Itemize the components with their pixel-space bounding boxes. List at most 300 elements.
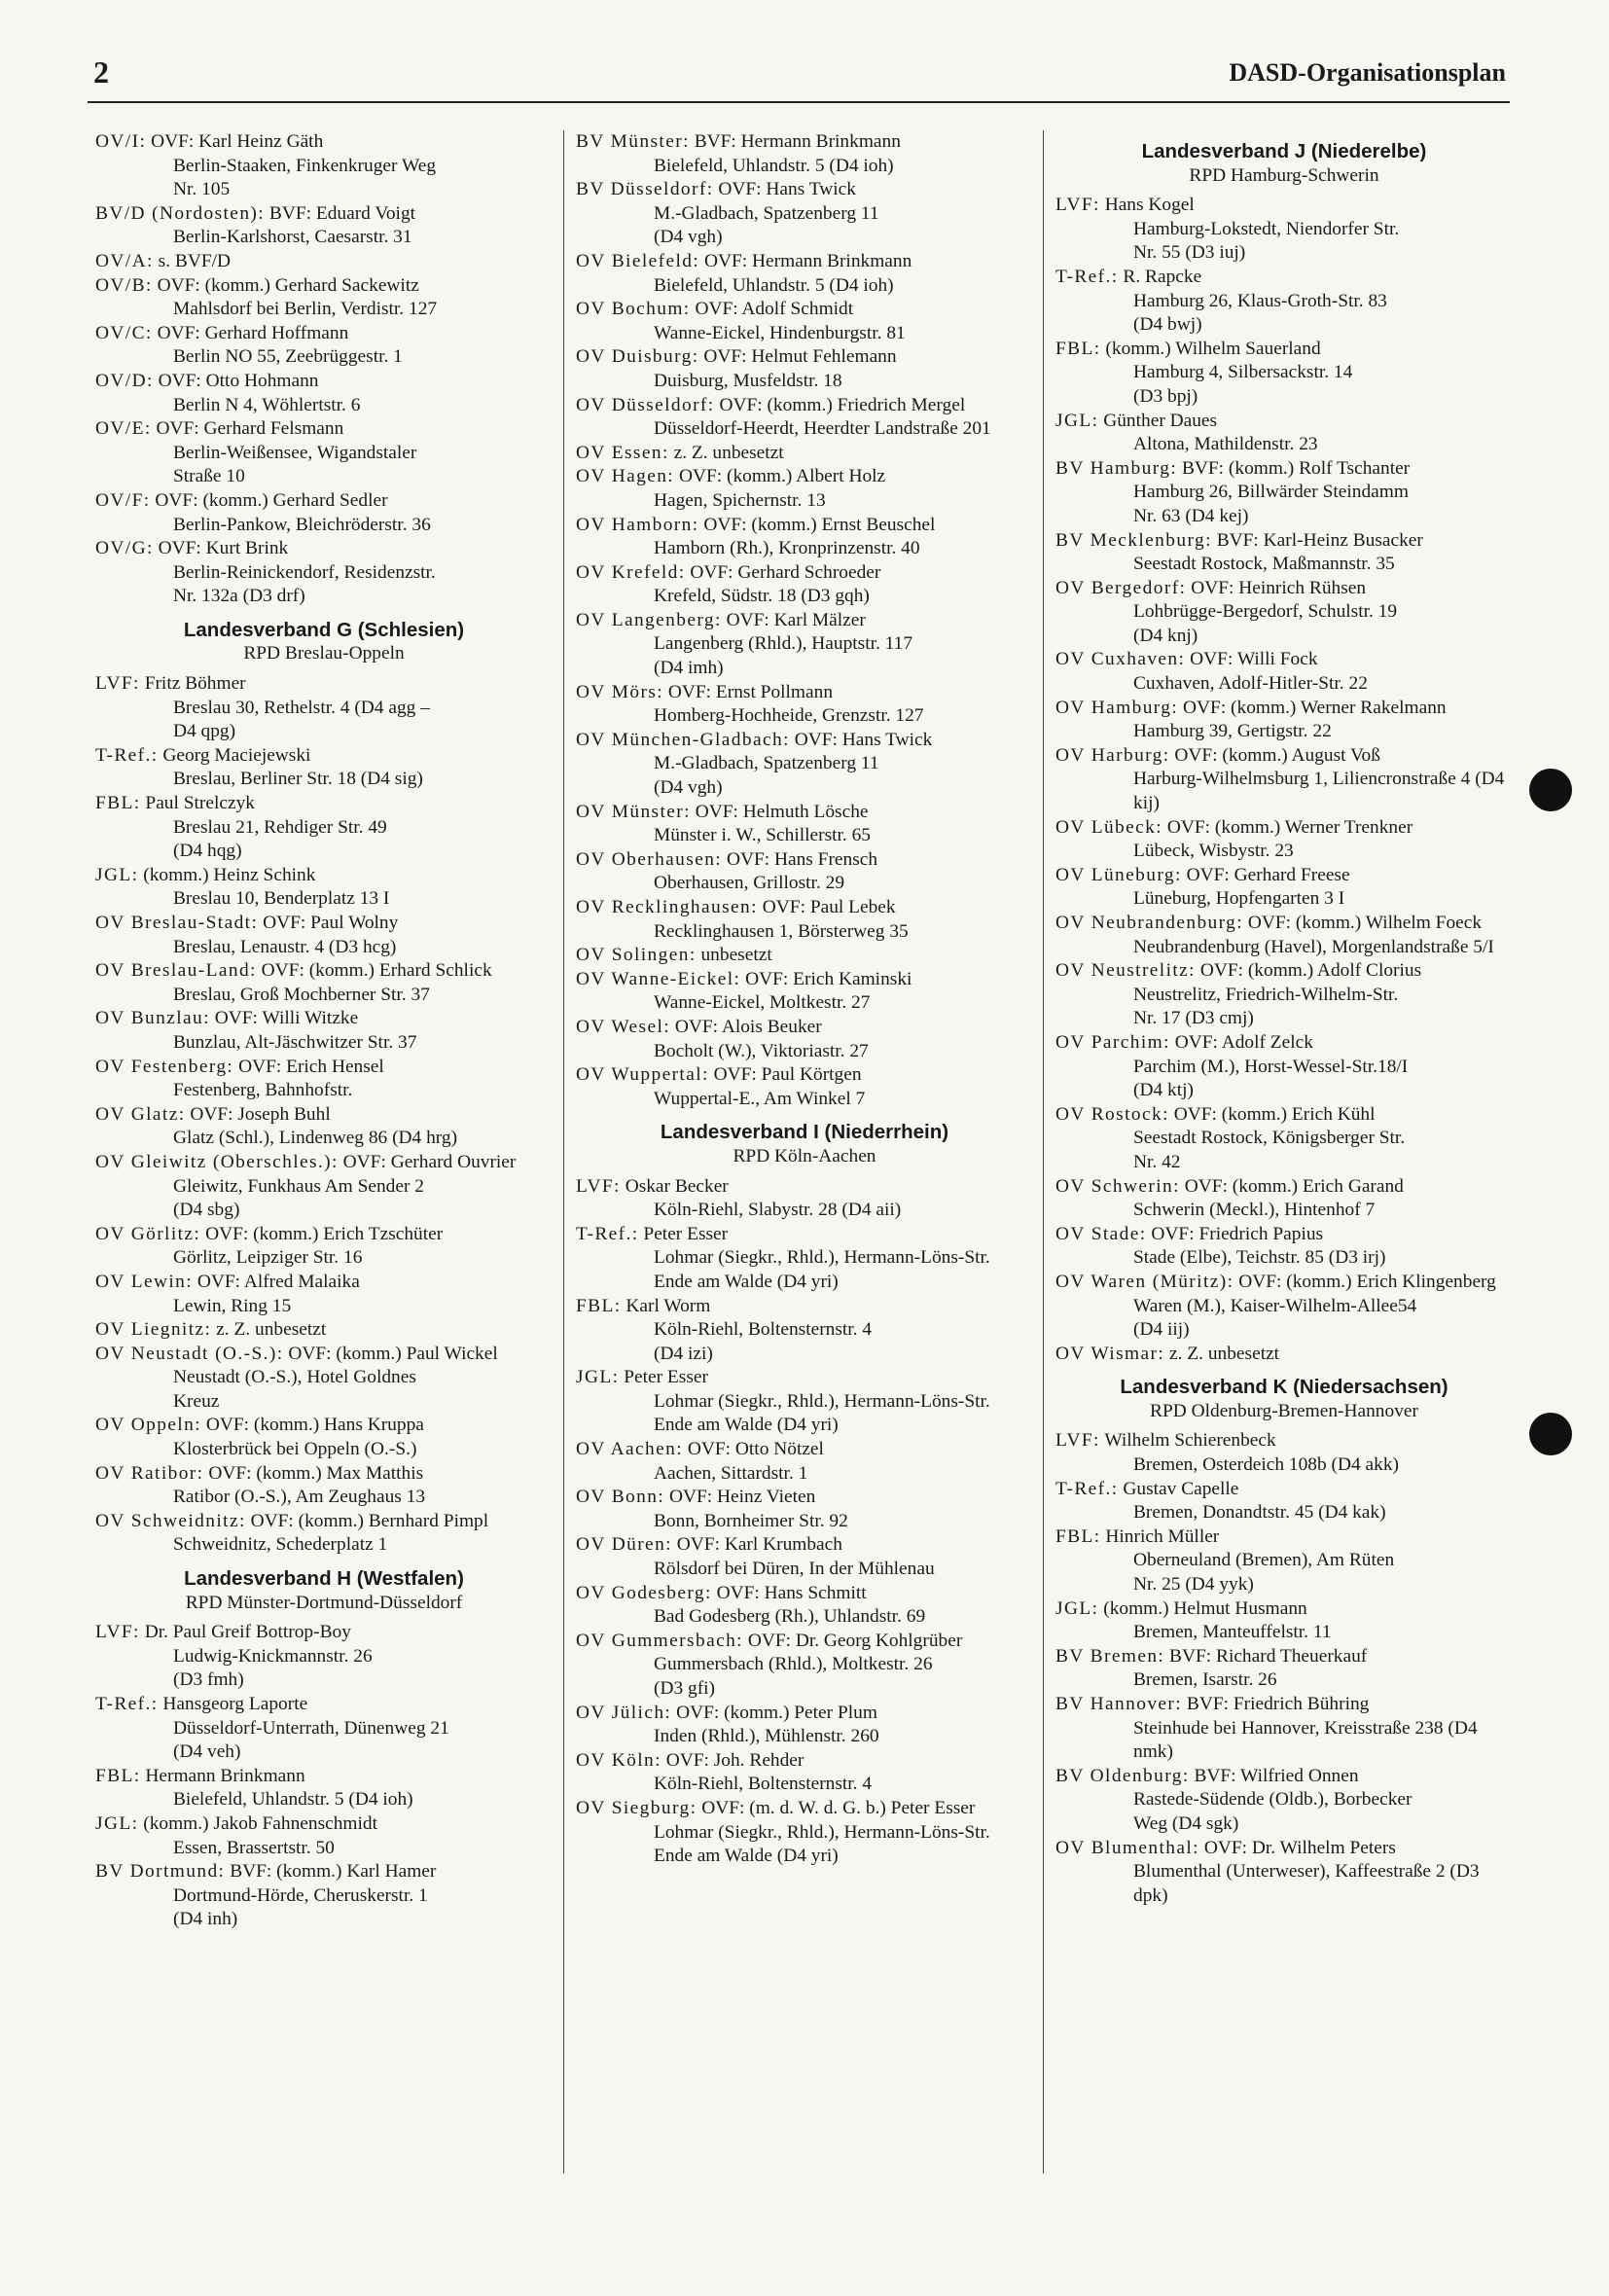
directory-entry: [95, 250, 553, 274]
entry-label: FBL:: [95, 793, 141, 814]
entry-address-line: (D4 vgh): [654, 227, 723, 248]
entry-address-line: Köln-Riehl, Boltensternstr. 4: [654, 1774, 873, 1795]
entry-address-line: Straße 10: [173, 466, 245, 487]
entry-address-line: Glatz (Schl.), Lindenweg 86 (D4 hrg): [173, 1128, 458, 1149]
entry-text: OVF: Paul Lebek: [757, 897, 896, 917]
entry-address-line: Breslau, Lenaustr. 4 (D3 hcg): [173, 936, 397, 957]
directory-entry: [95, 1343, 553, 1415]
entry-text: OVF: (komm.) Gerhard Sackewitz: [152, 274, 419, 296]
entry-address-line: Stade (Elbe), Teichstr. 85 (D3 irj): [1133, 1247, 1386, 1269]
entry-address-line: Oberhausen, Grillostr. 29: [654, 873, 845, 894]
rpd-subheading: RPD Oldenburg-Bremen-Hannover: [1150, 1400, 1418, 1421]
directory-entry: [576, 729, 1033, 801]
directory-entry: [95, 1812, 553, 1860]
page-number: 2: [93, 54, 109, 90]
directory-entry: [95, 1151, 553, 1223]
entry-text: Peter Esser: [638, 1223, 729, 1244]
entry-label: OV Gummersbach:: [576, 1630, 743, 1651]
entry-text: OVF: (komm.) Albert Holz: [674, 466, 886, 487]
directory-entry: [95, 912, 553, 959]
entry-address-line: Düsseldorf-Unterrath, Dünenweg 21: [173, 1717, 449, 1739]
directory-entry: [1055, 648, 1513, 696]
directory-entry: [1055, 816, 1513, 864]
entry-text: Oskar Becker: [620, 1175, 729, 1197]
entry-text: OVF: Karl Krumbach: [671, 1534, 842, 1556]
directory-entry: [576, 609, 1033, 681]
entry-label: OV Festenberg:: [95, 1056, 234, 1077]
entry-text: OVF: (komm.) Friedrich Mergel: [714, 394, 966, 415]
entry-text: OVF: (komm.) Peter Plum: [671, 1702, 877, 1723]
entry-label: T-Ref.:: [95, 1694, 159, 1714]
entry-address-line: Lohbrügge-Bergedorf, Schulstr. 19: [1133, 601, 1398, 623]
entry-address-line: Berlin-Weißensee, Wigandstaler: [173, 442, 417, 463]
entry-address-line: Nr. 132a (D3 drf): [173, 586, 305, 607]
entry-address-line: (D3 gfi): [654, 1678, 716, 1699]
entry-label: OV Schweidnitz:: [95, 1510, 246, 1531]
directory-entry: [95, 959, 553, 1007]
entry-address-line: M.-Gladbach, Spatzenberg 11: [654, 202, 879, 224]
entry-label: OV/A:: [95, 250, 154, 271]
entry-address-line: Nr. 25 (D4 yyk): [1133, 1574, 1254, 1596]
directory-entry: [576, 298, 1033, 345]
entry-address-line: (D4 vgh): [654, 777, 723, 799]
directory-entry: [576, 1438, 1033, 1486]
directory-entry: [576, 345, 1033, 393]
entry-address-line: Wanne-Eickel, Hindenburgstr. 81: [654, 322, 906, 343]
column-2: [576, 130, 1033, 1869]
directory-entry: [576, 514, 1033, 561]
directory-entry: [1055, 529, 1513, 577]
entry-address-line: Köln-Riehl, Boltensternstr. 4: [654, 1319, 873, 1341]
entry-address-line: Nr. 63 (D4 kej): [1133, 505, 1249, 526]
directory-entry: [576, 130, 1033, 178]
entry-label: BV Dortmund:: [95, 1861, 226, 1883]
entry-text: OVF: Paul Körtgen: [708, 1064, 862, 1086]
directory-entry: [95, 1271, 553, 1318]
entry-address-line: Hamburg 39, Gertigstr. 22: [1133, 721, 1332, 742]
entry-label: OV Ratibor:: [95, 1462, 204, 1484]
entry-address-line: Aachen, Sittardstr. 1: [654, 1462, 808, 1484]
directory-entry: [576, 848, 1033, 896]
entry-text: Günther Daues: [1098, 410, 1218, 431]
entry-text: (komm.) Heinz Schink: [138, 864, 316, 885]
entry-label: FBL:: [95, 1765, 141, 1786]
entry-text: Hermann Brinkmann: [140, 1765, 305, 1786]
directory-entry: [576, 1797, 1033, 1869]
entry-text: OVF: Alfred Malaika: [193, 1271, 360, 1292]
entry-label: OV Solingen:: [576, 945, 697, 966]
directory-entry: [95, 1318, 553, 1343]
directory-entry: [95, 1621, 553, 1693]
entry-label: OV/I:: [95, 131, 147, 152]
entry-label: OV Düsseldorf:: [576, 394, 715, 415]
entry-label: OV Bonn:: [576, 1487, 665, 1508]
entry-text: (komm.) Jakob Fahnenschmidt: [138, 1812, 377, 1834]
section-heading: Landesverband H (Westfalen): [184, 1567, 464, 1591]
entry-address-line: Seestadt Rostock, Königsberger Str.: [1133, 1128, 1406, 1149]
entry-text: BVF: Wilfried Onnen: [1189, 1765, 1359, 1786]
entry-label: OV Recklinghausen:: [576, 897, 758, 917]
directory-entry: [95, 792, 553, 864]
section-heading: Landesverband K (Niedersachsen): [1120, 1376, 1448, 1399]
entry-text: (komm.) Helmut Husmann: [1098, 1597, 1307, 1619]
entry-text: OVF: Adolf Zelck: [1169, 1031, 1313, 1053]
entry-address-line: (D4 ktj): [1133, 1080, 1194, 1101]
directory-entry: [1055, 1343, 1513, 1367]
entry-address-line: Bonn, Bornheimer Str. 92: [654, 1510, 848, 1531]
entry-text: z. Z. unbesetzt: [1164, 1343, 1280, 1364]
directory-entry: [1055, 1478, 1513, 1525]
entry-text: (komm.) Wilhelm Sauerland: [1100, 338, 1321, 359]
entry-address-line: M.-Gladbach, Spatzenberg 11: [654, 753, 879, 774]
entry-text: OVF: Willi Fock: [1185, 649, 1318, 670]
entry-label: FBL:: [576, 1295, 622, 1316]
entry-label: OV Neubrandenburg:: [1055, 913, 1244, 933]
directory-entry: [1055, 1223, 1513, 1271]
entry-label: T-Ref.:: [576, 1223, 639, 1244]
entry-address-line: Breslau, Groß Mochberner Str. 37: [173, 984, 430, 1005]
entry-text: OVF: Erich Kaminski: [740, 968, 912, 989]
page-header: [88, 51, 1510, 103]
entry-address-line: Nr. 17 (D3 cmj): [1133, 1008, 1254, 1029]
entry-address-line: Wuppertal-E., Am Winkel 7: [654, 1088, 866, 1109]
entry-address-line: Neustadt (O.-S.), Hotel Goldnes: [173, 1367, 416, 1388]
entry-address-line: Neubrandenburg (Havel), Morgenlandstraße 5/I: [1133, 936, 1494, 957]
entry-label: OV Lewin:: [95, 1271, 194, 1292]
column-rule: [563, 130, 564, 2173]
section-heading: Landesverband I (Niederrhein): [660, 1121, 949, 1144]
entry-address-line: Bielefeld, Uhlandstr. 5 (D4 ioh): [173, 1789, 413, 1811]
entry-label: OV Bergedorf:: [1055, 577, 1187, 598]
column-1: [95, 130, 553, 1932]
entry-address-line: Altona, Mathildenstr. 23: [1133, 434, 1318, 455]
entry-address-line: (D4 izi): [654, 1343, 713, 1364]
entry-text: OVF: (komm.) Wilhelm Foeck: [1243, 913, 1483, 933]
entry-label: OV Bunzlau:: [95, 1008, 210, 1029]
entry-address-line: Hamburg-Lokstedt, Niendorfer Str.: [1133, 218, 1400, 239]
column-rule: [1043, 130, 1044, 2173]
entry-label: OV Hamborn:: [576, 514, 699, 535]
directory-entry: [95, 370, 553, 417]
entry-text: Gustav Capelle: [1118, 1478, 1239, 1499]
entry-label: OV Düren:: [576, 1534, 672, 1556]
entry-address-line: Nr. 55 (D3 iuj): [1133, 242, 1246, 264]
entry-text: OVF: (komm.) Hans Kruppa: [200, 1415, 424, 1436]
entry-address-line: Neustrelitz, Friedrich-Wilhelm-Str.: [1133, 984, 1399, 1005]
entry-text: Peter Esser: [619, 1367, 708, 1388]
running-title: DASD-Organisationsplan: [1229, 58, 1506, 87]
rpd-subheading: RPD Köln-Aachen: [733, 1145, 876, 1166]
entry-address-line: Klosterbrück bei Oppeln (O.-S.): [173, 1439, 417, 1460]
entry-text: BVF: Karl-Heinz Busacker: [1211, 529, 1423, 551]
entry-text: OVF: Joseph Buhl: [185, 1103, 331, 1125]
entry-text: OVF: Adolf Schmidt: [690, 299, 854, 320]
entry-address-line: Waren (M.), Kaiser-Wilhelm-Allee54: [1133, 1295, 1417, 1316]
entry-text: OVF: Helmuth Lösche: [690, 801, 869, 822]
entry-label: OV Krefeld:: [576, 561, 686, 583]
entry-text: OVF: Erich Hensel: [233, 1056, 384, 1077]
directory-entry: [576, 1582, 1033, 1630]
entry-label: OV Breslau-Land:: [95, 960, 257, 982]
entry-label: BV Mecklenburg:: [1055, 529, 1212, 551]
directory-entry: [95, 417, 553, 489]
entry-address-line: Weg (D4 sgk): [1133, 1812, 1239, 1834]
entry-label: OV Hamburg:: [1055, 697, 1179, 718]
directory-entry: [1055, 1597, 1513, 1645]
entry-address-line: Duisburg, Musfeldstr. 18: [654, 370, 842, 391]
entry-address-line: (D4 sbg): [173, 1200, 240, 1221]
entry-text: OVF: Hans Schmitt: [711, 1582, 867, 1603]
directory-entry: [576, 1063, 1033, 1111]
entry-address-line: Köln-Riehl, Slabystr. 28 (D4 aii): [654, 1200, 902, 1221]
entry-label: OV Duisburg:: [576, 346, 699, 368]
entry-text: z. Z. unbesetzt: [668, 442, 784, 463]
entry-address-line: Festenberg, Bahnhofstr.: [173, 1080, 353, 1101]
entry-address-line: Bremen, Manteuffelstr. 11: [1133, 1622, 1332, 1643]
entry-text: OVF: (komm.) Gerhard Sedler: [150, 489, 388, 511]
entry-label: OV Jülich:: [576, 1702, 672, 1723]
entry-label: OV Lübeck:: [1055, 816, 1163, 838]
entry-label: OV Wanne-Eickel:: [576, 968, 741, 989]
entry-label: BV Hamburg:: [1055, 457, 1178, 479]
directory-entry: [1055, 338, 1513, 410]
entry-text: OVF: Paul Wolny: [258, 913, 399, 933]
entry-text: BVF: Friedrich Bühring: [1182, 1694, 1370, 1714]
entry-label: OV Gleiwitz (Oberschles.):: [95, 1151, 339, 1172]
directory-entry: [1055, 864, 1513, 912]
directory-entry: [95, 1765, 553, 1812]
entry-label: OV Essen:: [576, 442, 669, 463]
directory-entry: [1055, 697, 1513, 744]
entry-address-line: Hamburg 26, Klaus-Groth-Str. 83: [1133, 290, 1387, 311]
entry-address-line: Bielefeld, Uhlandstr. 5 (D4 ioh): [654, 274, 894, 296]
entry-label: T-Ref.:: [95, 744, 159, 766]
entry-text: Paul Strelczyk: [140, 793, 255, 814]
entry-address-line: Bunzlau, Alt-Jäschwitzer Str. 37: [173, 1031, 417, 1053]
entry-text: OVF: (komm.) Erich Tzschüter: [200, 1223, 444, 1244]
directory-entry: [576, 681, 1033, 729]
directory-entry: [95, 1510, 553, 1558]
entry-label: OV Rostock:: [1055, 1103, 1169, 1125]
entry-label: BV Oldenburg:: [1055, 1765, 1190, 1786]
entry-address-line: Homberg-Hochheide, Grenzstr. 127: [654, 705, 924, 727]
entry-address-line: (D3 bpj): [1133, 385, 1198, 407]
entry-label: JGL:: [576, 1367, 620, 1388]
entry-label: OV/C:: [95, 322, 153, 343]
entry-address-line: Schweidnitz, Schederplatz 1: [173, 1534, 388, 1556]
entry-label: OV Görlitz:: [95, 1223, 201, 1244]
directory-entry: [576, 1749, 1033, 1797]
entry-label: JGL:: [1055, 410, 1099, 431]
entry-address-line: Essen, Brassertstr. 50: [173, 1837, 335, 1858]
entry-address-line: Inden (Rhld.), Mühlenstr. 260: [654, 1726, 879, 1747]
entry-text: OVF: Otto Hohmann: [153, 370, 319, 391]
entry-text: OVF: Gerhard Schroeder: [685, 561, 881, 583]
entry-label: OV Stade:: [1055, 1223, 1147, 1244]
entry-label: LVF:: [1055, 1430, 1100, 1452]
entry-label: BV/D (Nordosten):: [95, 202, 266, 224]
entry-text: OVF: Karl Mälzer: [721, 609, 866, 630]
entry-label: OV Cuxhaven:: [1055, 649, 1186, 670]
entry-text: BVF: (komm.) Rolf Tschanter: [1177, 457, 1411, 479]
entry-text: OVF: Joh. Rehder: [661, 1749, 804, 1771]
entry-label: BV Hannover:: [1055, 1694, 1183, 1714]
entry-address-line: Berlin NO 55, Zeebrüggestr. 1: [173, 346, 403, 368]
entry-text: OVF: (komm.) Werner Trenkner: [1162, 816, 1413, 838]
entry-text: OVF: Karl Heinz Gäth: [146, 131, 324, 152]
directory-entry: [576, 1486, 1033, 1533]
directory-entry: [95, 202, 553, 250]
entry-text: OVF: Gerhard Felsmann: [151, 418, 344, 440]
entry-text: OVF: (komm.) Paul Wickel: [283, 1343, 498, 1364]
entry-address-line: Dortmund-Hörde, Cheruskerstr. 1: [173, 1884, 428, 1906]
directory-entry: [576, 1702, 1033, 1749]
entry-label: OV Schwerin:: [1055, 1175, 1180, 1197]
section-heading: Landesverband G (Schlesien): [183, 618, 465, 641]
entry-address-line: (D4 imh): [654, 658, 724, 679]
entry-label: OV Wesel:: [576, 1016, 671, 1037]
entry-label: OV Bochum:: [576, 299, 691, 320]
entry-label: OV Oberhausen:: [576, 848, 723, 870]
entry-label: OV Blumenthal:: [1055, 1837, 1199, 1858]
entry-label: JGL:: [95, 1812, 139, 1834]
entry-text: OVF: (komm.) Bernhard Pimpl: [245, 1510, 489, 1531]
entry-label: BV Bremen:: [1055, 1645, 1165, 1667]
entry-label: OV Langenberg:: [576, 609, 722, 630]
entry-address-line: (D4 bwj): [1133, 314, 1202, 336]
directory-entry: [1055, 744, 1513, 816]
entry-label: OV Lüneburg:: [1055, 864, 1182, 885]
directory-entry: [576, 442, 1033, 466]
entry-text: OVF: (komm.) Erich Kühl: [1168, 1103, 1376, 1125]
directory-entry: [95, 864, 553, 912]
directory-entry: [95, 1414, 553, 1461]
entry-address-line: Berlin-Reinickendorf, Residenzstr.: [173, 561, 436, 583]
entry-address-line: (D3 fmh): [173, 1669, 244, 1691]
entry-text: OVF: Gerhard Hoffmann: [152, 322, 349, 343]
entry-label: OV Harburg:: [1055, 744, 1170, 766]
directory-entry: [576, 178, 1033, 250]
entry-text: unbesetzt: [696, 945, 772, 966]
directory-entry: [1055, 577, 1513, 649]
entry-label: OV Waren (Müritz):: [1055, 1271, 1234, 1292]
directory-entry: [1055, 912, 1513, 959]
entry-address-line: Lohmar (Siegkr., Rhld.), Hermann-Löns-Str. Ende am Walde (D4 yri): [654, 1821, 990, 1867]
entry-label: OV Glatz:: [95, 1103, 186, 1125]
directory-entry: [1055, 1429, 1513, 1477]
entry-address-line: (D4 iij): [1133, 1319, 1190, 1341]
directory-entry: [576, 1295, 1033, 1367]
entry-text: OVF: Kurt Brink: [153, 538, 289, 559]
directory-entry: [95, 489, 553, 537]
directory-entry: [576, 561, 1033, 609]
entry-text: OVF: (komm.) August Voß: [1169, 744, 1380, 766]
entry-label: OV Bielefeld:: [576, 250, 700, 271]
entry-address-line: Lohmar (Siegkr., Rhld.), Hermann-Löns-Str. Ende am Walde (D4 yri): [654, 1390, 990, 1436]
entry-address-line: Ratibor (O.-S.), Am Zeughaus 13: [173, 1487, 426, 1508]
directory-entry: [95, 1693, 553, 1765]
entry-address-line: Hamburg 4, Silbersackstr. 14: [1133, 362, 1353, 383]
entry-text: OVF: Alois Beuker: [670, 1016, 822, 1037]
directory-entry: [1055, 1525, 1513, 1597]
directory-entry: [95, 1007, 553, 1055]
directory-entry: [1055, 1271, 1513, 1343]
entry-address-line: Lewin, Ring 15: [173, 1295, 292, 1316]
entry-label: OV Hagen:: [576, 466, 675, 487]
entry-text: OVF: Heinz Vieten: [664, 1487, 816, 1508]
directory-entry: [1055, 1693, 1513, 1765]
entry-address-line: Breslau 30, Rethelstr. 4 (D4 agg –: [173, 697, 430, 718]
entry-address-line: Breslau 21, Rehdiger Str. 49: [173, 816, 387, 838]
entry-address-line: Bad Godesberg (Rh.), Uhlandstr. 69: [654, 1606, 926, 1628]
entry-label: OV Münster:: [576, 801, 691, 822]
directory-entry: [576, 465, 1033, 513]
directory-entry: [1055, 194, 1513, 266]
directory-entry: [1055, 1175, 1513, 1223]
entry-text: OVF: (komm.) Werner Rakelmann: [1178, 697, 1447, 718]
entry-label: LVF:: [1055, 195, 1100, 216]
entry-address-line: Bremen, Isarstr. 26: [1133, 1669, 1277, 1691]
entry-label: JGL:: [95, 864, 139, 885]
entry-address-line: D4 qpg): [173, 721, 236, 742]
entry-text: s. BVF/D: [153, 250, 231, 271]
directory-entry: [95, 274, 553, 322]
entry-address-line: (D4 inh): [173, 1909, 238, 1930]
entry-text: OVF: Gerhard Freese: [1181, 864, 1350, 885]
directory-entry: [576, 968, 1033, 1016]
entry-text: z. Z. unbesetzt: [211, 1319, 327, 1341]
directory-entry: [1055, 959, 1513, 1031]
directory-entry: [1055, 1765, 1513, 1837]
entry-label: OV Wismar:: [1055, 1343, 1165, 1364]
entry-label: JGL:: [1055, 1597, 1099, 1619]
entry-label: OV Wuppertal:: [576, 1064, 709, 1086]
entry-address-line: Lüneburg, Hopfengarten 3 I: [1133, 888, 1345, 910]
punch-hole-mark: [1529, 1413, 1572, 1455]
entry-address-line: Gleiwitz, Funkhaus Am Sender 2: [173, 1175, 424, 1197]
entry-address-line: Nr. 105: [173, 179, 231, 200]
entry-address-line: Schwerin (Meckl.), Hintenhof 7: [1133, 1200, 1376, 1221]
directory-entry: [1055, 1837, 1513, 1909]
rpd-subheading: RPD Münster-Dortmund-Düsseldorf: [185, 1592, 463, 1613]
entry-label: FBL:: [1055, 1525, 1101, 1547]
directory-entry: [1055, 457, 1513, 529]
entry-text: OVF: Helmut Fehlemann: [698, 346, 897, 368]
entry-address-line: Hamburg 26, Billwärder Steindamm: [1133, 482, 1409, 503]
entry-address-line: Berlin-Pankow, Bleichröderstr. 36: [173, 514, 431, 535]
entry-address-line: Düsseldorf-Heerdt, Heerdter Landstraße 201: [654, 418, 991, 440]
entry-label: LVF:: [95, 1622, 140, 1643]
entry-text: OVF: (komm.) Erich Garand: [1179, 1175, 1404, 1197]
entry-text: OVF: (komm.) Adolf Clorius: [1195, 960, 1422, 982]
entry-text: OVF: Willi Witzke: [209, 1008, 359, 1029]
entry-address-line: Berlin-Staaken, Finkenkruger Weg: [173, 155, 437, 176]
entry-address-line: Nr. 42: [1133, 1151, 1181, 1172]
directory-entry: [576, 250, 1033, 298]
directory-entry: [95, 1223, 553, 1271]
entry-address-line: Görlitz, Leipziger Str. 16: [173, 1247, 363, 1269]
entry-address-line: Oberneuland (Bremen), Am Rüten: [1133, 1550, 1395, 1571]
section-heading: Landesverband J (Niederelbe): [1141, 140, 1427, 162]
directory-entry: [95, 1056, 553, 1103]
entry-label: OV München-Gladbach:: [576, 729, 790, 750]
entry-address-line: Krefeld, Südstr. 18 (D3 gqh): [654, 586, 870, 607]
entry-address-line: Bocholt (W.), Viktoriastr. 27: [654, 1040, 869, 1061]
entry-address-line: Seestadt Rostock, Maßmannstr. 35: [1133, 554, 1395, 575]
directory-entry: [576, 1175, 1033, 1223]
entry-text: Georg Maciejewski: [158, 744, 311, 766]
rpd-subheading: RPD Breslau-Oppeln: [243, 643, 405, 664]
